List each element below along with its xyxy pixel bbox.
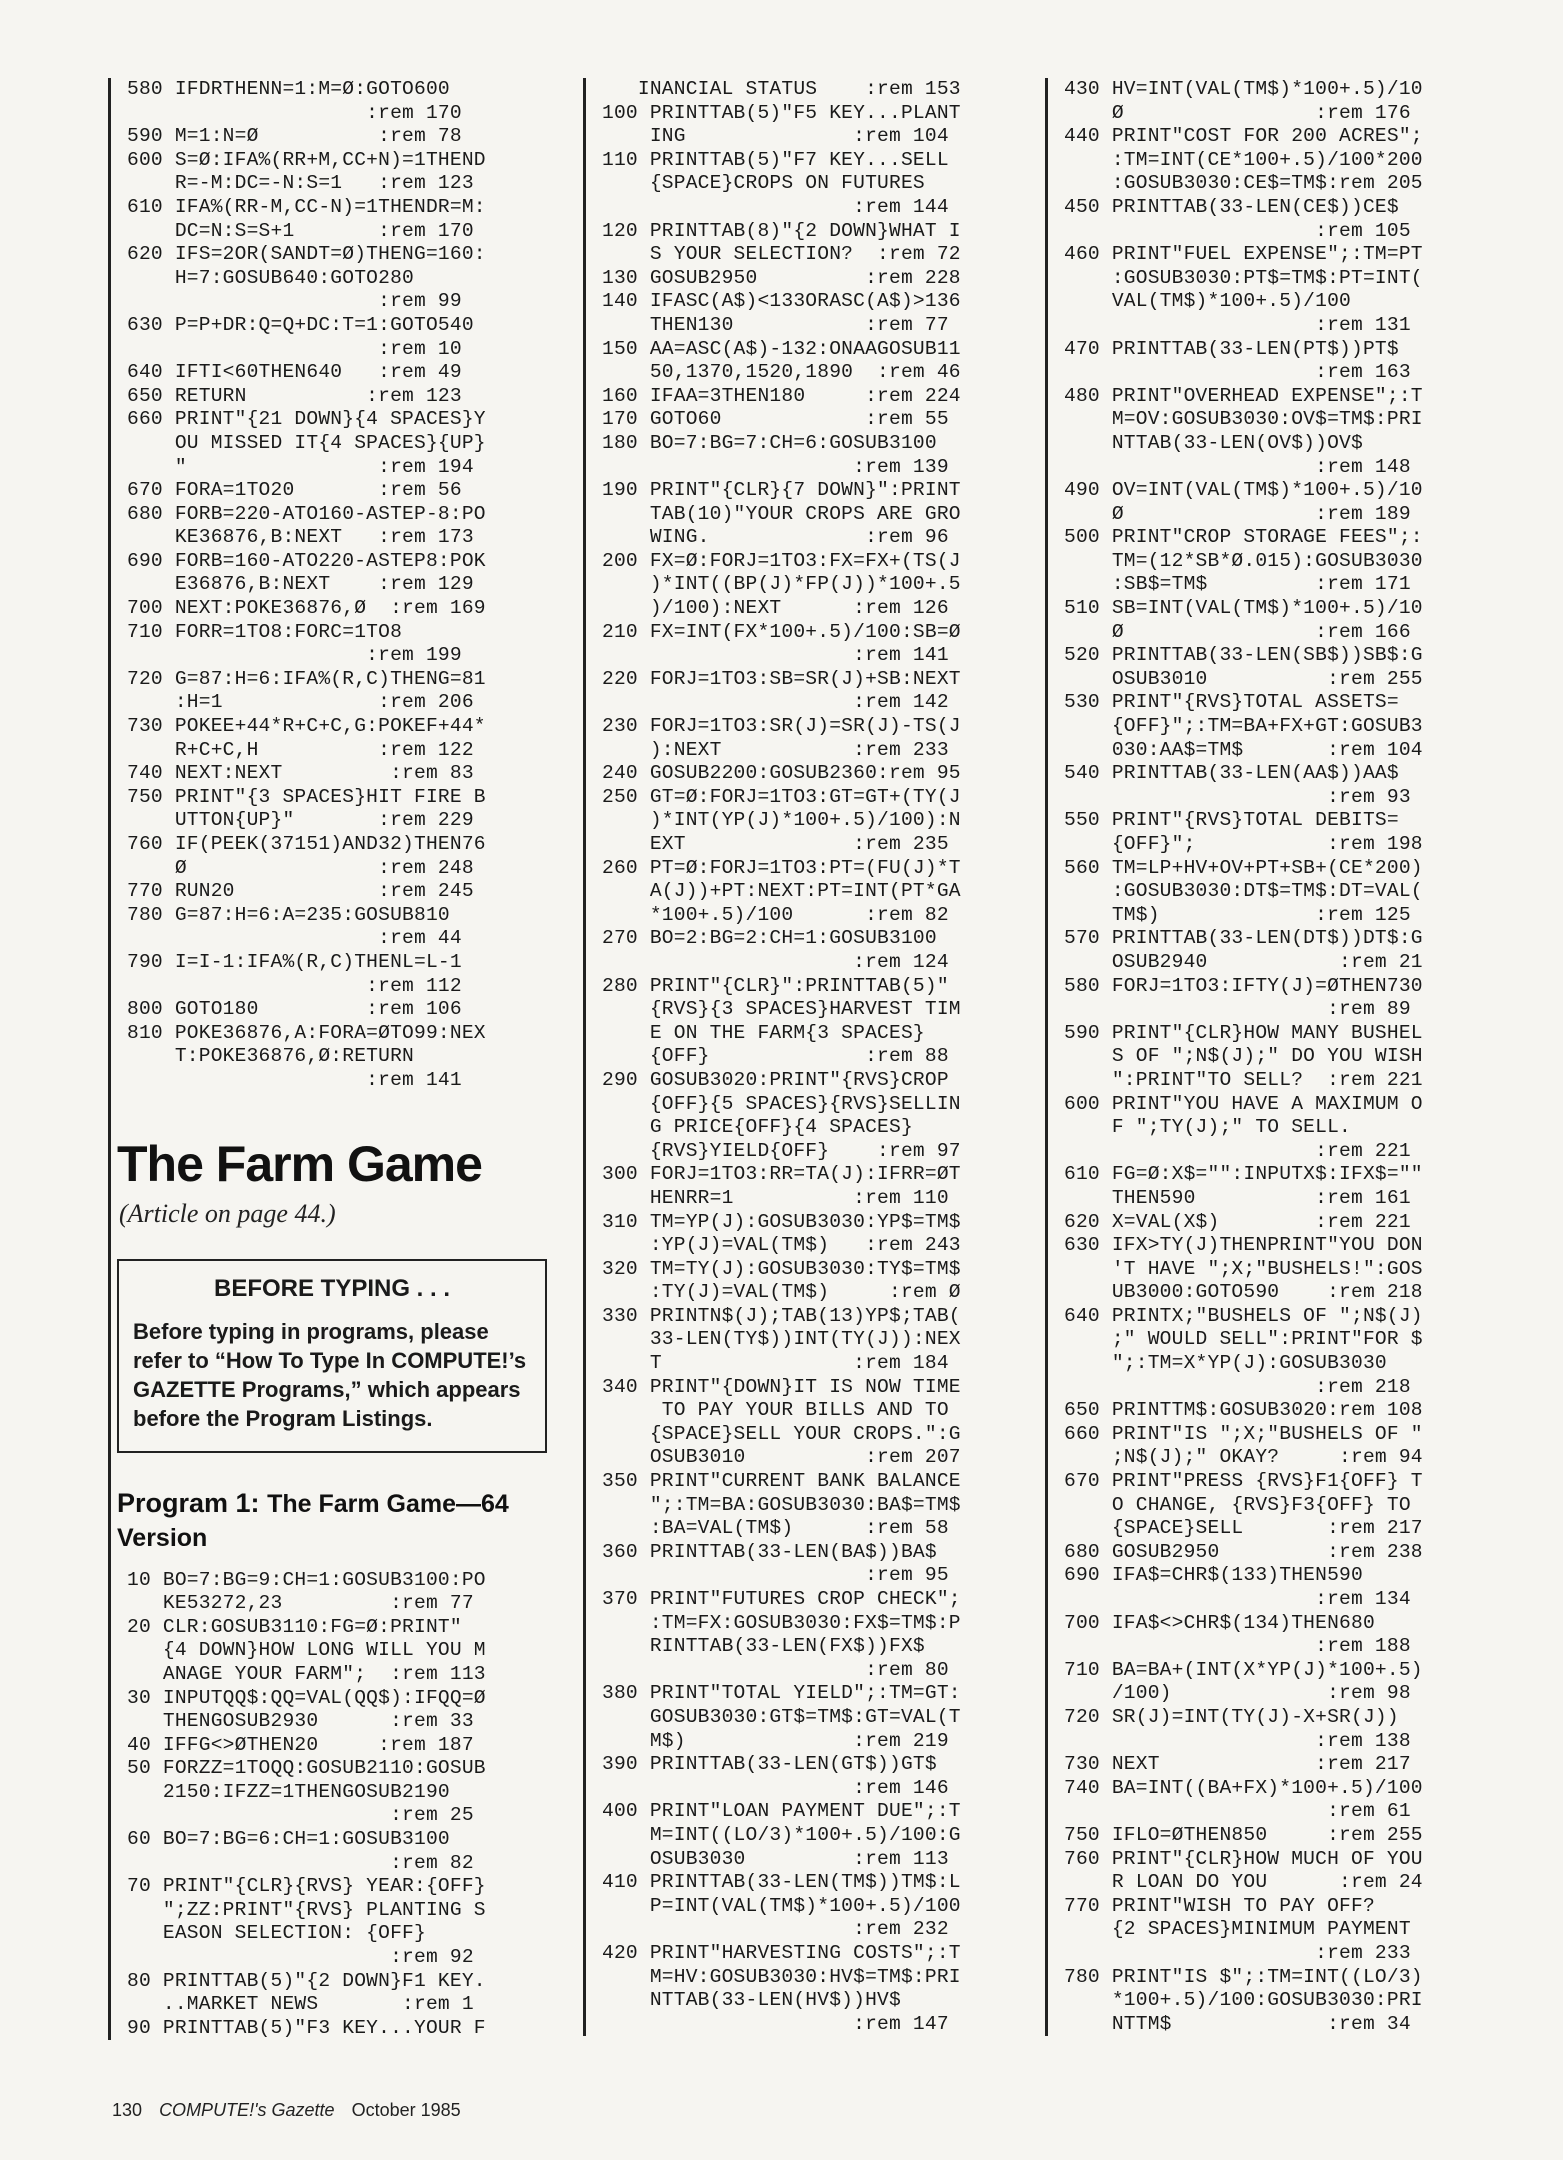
code-line: 330 PRINTN$(J);TAB(13)YP$;TAB( — [602, 1304, 961, 1327]
code-line: 150 AA=ASC(A$)-132:ONAAGOSUB11 — [602, 337, 961, 360]
column-left — [108, 78, 566, 2040]
code-line: 340 PRINT"{DOWN}IT IS NOW TIME — [602, 1375, 961, 1398]
code-line: 550 PRINT"{RVS}TOTAL DEBITS= — [1064, 809, 1399, 832]
code-line: 650 RETURN :rem 123 — [127, 384, 462, 407]
code-line: 780 G=87:H=6:A=235:GOSUB810 — [127, 903, 450, 926]
code-line: A(J))+PT:NEXT:PT=INT(PT*GA — [602, 880, 961, 903]
code-line: :rem 139 — [602, 455, 949, 478]
code-line: 320 TM=TY(J):GOSUB3030:TY$=TM$ — [602, 1257, 961, 1280]
code-line: :rem 134 — [1064, 1588, 1411, 1610]
code-line: 520 PRINTTAB(33-LEN(SB$))SB$:G — [1064, 644, 1423, 667]
code-line: 640 IFTI<60THEN640 :rem 49 — [127, 361, 462, 384]
code-line: 240 GOSUB2200:GOSUB2360:rem 95 — [602, 762, 961, 785]
code-line: 760 IF(PEEK(37151)AND32)THEN76 — [127, 833, 486, 855]
code-line: 770 RUN20 :rem 245 — [127, 880, 474, 903]
code-line: 560 TM=LP+HV+OV+PT+SB+(CE*200) — [1064, 856, 1423, 879]
code-line: 380 PRINT"TOTAL YIELD";:TM=GT: — [602, 1682, 961, 1705]
code-line: 540 PRINTTAB(33-LEN(AA$))AA$ — [1064, 762, 1399, 785]
column-middle — [583, 78, 1031, 2036]
code-line: 600 S=Ø:IFA%(RR+M,CC+N)=1THEND — [127, 148, 486, 171]
code-line: :rem 89 — [1064, 998, 1411, 1021]
code-line: :rem 61 — [1064, 1800, 1411, 1823]
code-line: KE36876,B:NEXT :rem 173 — [127, 526, 474, 549]
code-line: :rem 99 — [127, 290, 462, 313]
code-line: 780 PRINT"IS $";:TM=INT((LO/3) — [1064, 1965, 1423, 1988]
code-line: :rem 124 — [602, 950, 949, 973]
code-line: S YOUR SELECTION? :rem 72 — [602, 243, 961, 266]
code-line: 570 PRINTTAB(33-LEN(DT$))DT$:G — [1064, 927, 1423, 950]
code-line: 700 NEXT:POKE36876,Ø :rem 169 — [127, 597, 486, 620]
code-line: 680 GOSUB2950 :rem 238 — [1064, 1540, 1423, 1563]
code-line: :rem 142 — [602, 691, 949, 714]
code-line: 'T HAVE ";X;"BUSHELS!":GOS — [1064, 1257, 1423, 1280]
code-line: EASON SELECTION: {OFF} — [127, 1922, 426, 1945]
code-line: :rem 80 — [602, 1658, 949, 1681]
before-typing-box — [117, 1259, 547, 1453]
code-line: VAL(TM$)*100+.5)/100 — [1064, 290, 1351, 313]
code-line: ANAGE YOUR FARM"; :rem 113 — [127, 1662, 486, 1685]
code-line: THENGOSUB2930 :rem 33 — [127, 1710, 474, 1733]
code-line: {SPACE}SELL :rem 217 — [1064, 1517, 1423, 1540]
code-line: 350 PRINT"CURRENT BANK BALANCE — [602, 1470, 961, 1493]
code-line: 50,1370,1520,1890 :rem 46 — [602, 361, 961, 384]
code-line: 730 POKEE+44*R+C+C,G:POKEF+44* — [127, 715, 486, 738]
code-line: :rem 232 — [602, 1918, 949, 1941]
code-line: R+C+C,H :rem 122 — [127, 738, 474, 761]
code-line: " :rem 194 — [127, 455, 474, 478]
code-line: :rem 218 — [1064, 1375, 1411, 1398]
code-line: :rem 163 — [1064, 361, 1411, 384]
code-line: KE53272,23 :rem 77 — [127, 1592, 474, 1615]
code-line: 710 FORR=1TO8:FORC=1TO8 — [127, 620, 403, 643]
code-line: :rem 93 — [1064, 785, 1411, 808]
article-title: The Farm Game — [117, 1135, 482, 1192]
code-line: :rem 233 — [1064, 1941, 1411, 1964]
code-line: 690 FORB=160-ATO220-ASTEP8:POK — [127, 549, 486, 572]
code-line: 580 FORJ=1TO3:IFTY(J)=ØTHEN730 — [1064, 974, 1423, 997]
code-line: 740 BA=INT((BA+FX)*100+.5)/100 — [1064, 1776, 1423, 1799]
code-line: UTTON{UP}" :rem 229 — [127, 809, 474, 832]
code-line: ):NEXT :rem 233 — [602, 738, 949, 761]
magazine-name: COMPUTE!'s Gazette — [159, 2100, 335, 2120]
code-line: OSUB3010 :rem 207 — [602, 1446, 961, 1469]
code-line: M=INT((LO/3)*100+.5)/100:G — [602, 1823, 961, 1846]
code-line: :rem 95 — [602, 1564, 949, 1587]
code-line: UB3000:GOTO590 :rem 218 — [1064, 1281, 1423, 1304]
code-line: S OF ";N$(J);" DO YOU WISH — [1064, 1045, 1423, 1068]
code-line: :TM=FX:GOSUB3030:FX$=TM$:P — [602, 1611, 961, 1634]
code-line: GOSUB3030:GT$=TM$:GT=VAL(T — [602, 1705, 961, 1728]
code-line: 280 PRINT"{CLR}":PRINTTAB(5)" — [602, 974, 949, 997]
code-line: 60 BO=7:BG=6:CH=1:GOSUB3100 — [127, 1828, 450, 1851]
code-line: :rem 112 — [127, 974, 462, 997]
code-line: :H=1 :rem 206 — [127, 691, 474, 714]
code-line: {SPACE}SELL YOUR CROPS.":G — [602, 1422, 961, 1445]
code-line: Ø :rem 248 — [127, 856, 474, 879]
code-line: 670 FORA=1TO20 :rem 56 — [127, 479, 462, 502]
code-line: 250 GT=Ø:FORJ=1TO3:GT=GT+(TY(J — [602, 785, 961, 808]
code-line: {OFF}{5 SPACES}{RVS}SELLIN — [602, 1092, 961, 1115]
code-line: TAB(10)"YOUR CROPS ARE GRO — [602, 502, 961, 525]
code-line: 33-LEN(TY$))INT(TY(J)):NEX — [602, 1328, 961, 1351]
code-line: :rem 92 — [127, 1946, 474, 1969]
code-line: M=OV:GOSUB3030:OV$=TM$:PRI — [1064, 408, 1423, 431]
code-line: NTTAB(33-LEN(OV$))OV$ — [1064, 431, 1363, 454]
code-line: 670 PRINT"PRESS {RVS}F1{OFF} T — [1064, 1470, 1423, 1493]
code-line: 220 FORJ=1TO3:SB=SR(J)+SB:NEXT — [602, 667, 961, 690]
code-line: 770 PRINT"WISH TO PAY OFF? — [1064, 1894, 1375, 1917]
code-line: :rem 82 — [127, 1851, 474, 1874]
code-line: OSUB3010 :rem 255 — [1064, 667, 1423, 690]
code-line: ..MARKET NEWS :rem 1 — [127, 1993, 474, 2016]
code-line: 400 PRINT"LOAN PAYMENT DUE";:T — [602, 1800, 961, 1823]
code-line: 680 FORB=220-ATO160-ASTEP-8:PO — [127, 502, 486, 525]
code-line: R LOAN DO YOU :rem 24 — [1064, 1871, 1423, 1894]
code-line: THEN130 :rem 77 — [602, 313, 949, 336]
code-line: :rem 170 — [127, 101, 462, 124]
code-line: 030:AA$=TM$ :rem 104 — [1064, 738, 1423, 761]
code-line: ;N$(J);" OKAY? :rem 94 — [1064, 1446, 1423, 1469]
code-listing-col1-top — [111, 78, 566, 1093]
code-line: 90 PRINTTAB(5)"F3 KEY...YOUR F — [127, 2016, 486, 2039]
code-line: 720 G=87:H=6:IFA%(R,C)THENG=81 — [127, 667, 486, 690]
code-line: )*INT((BP(J)*FP(J))*100+.5 — [602, 573, 961, 596]
code-line: :SB$=TM$ :rem 171 — [1064, 573, 1411, 596]
code-line: :BA=VAL(TM$) :rem 58 — [602, 1517, 949, 1540]
code-line: 30 INPUTQQ$:QQ=VAL(QQ$):IFQQ=Ø — [127, 1686, 486, 1709]
code-line: {OFF} :rem 88 — [602, 1045, 949, 1068]
code-line: 110 PRINTTAB(5)"F7 KEY...SELL — [602, 148, 949, 171]
program-label: Program 1: — [117, 1487, 260, 1518]
code-line: :TY(J)=VAL(TM$) :rem Ø — [602, 1281, 961, 1304]
code-line: 530 PRINT"{RVS}TOTAL ASSETS= — [1064, 691, 1399, 714]
code-line: :rem 141 — [127, 1068, 462, 1091]
code-line: G PRICE{OFF}{4 SPACES} — [602, 1116, 913, 1139]
code-line: 80 PRINTTAB(5)"{2 DOWN}F1 KEY. — [127, 1969, 486, 1992]
code-line: 440 PRINT"COST FOR 200 ACRES"; — [1064, 125, 1423, 148]
code-line: 610 FG=Ø:X$="":INPUTX$:IFX$="" — [1064, 1163, 1423, 1186]
code-line: F ";TY(J);" TO SELL. — [1064, 1116, 1351, 1139]
code-line: 170 GOTO60 :rem 55 — [602, 408, 949, 431]
code-line: 630 IFX>TY(J)THENPRINT"YOU DON — [1064, 1234, 1423, 1257]
code-line: 160 IFAA=3THEN180 :rem 224 — [602, 384, 961, 407]
code-line: :rem 221 — [1064, 1139, 1411, 1162]
code-line: O CHANGE, {RVS}F3{OFF} TO — [1064, 1493, 1411, 1516]
code-line: {2 SPACES}MINIMUM PAYMENT — [1064, 1918, 1411, 1941]
code-line: :TM=INT(CE*100+.5)/100*200 — [1064, 148, 1423, 171]
code-listing-col3 — [1048, 78, 1498, 2036]
code-line: :rem 138 — [1064, 1729, 1411, 1752]
code-line: 10 BO=7:BG=9:CH=1:GOSUB3100:PO — [127, 1568, 486, 1591]
code-line: M$) :rem 219 — [602, 1729, 949, 1752]
code-line: 730 NEXT :rem 217 — [1064, 1753, 1411, 1776]
code-line: {RVS}YIELD{OFF} :rem 97 — [602, 1139, 961, 1162]
column-right — [1045, 78, 1498, 2036]
code-line: :rem 199 — [127, 644, 462, 667]
code-line: 360 PRINTTAB(33-LEN(BA$))BA$ — [602, 1540, 937, 1563]
code-line: 2150:IFZZ=1THENGOSUB2190 — [127, 1780, 450, 1803]
code-line: DC=N:S=S+1 :rem 170 — [127, 219, 474, 242]
code-line: :GOSUB3030:DT$=TM$:DT=VAL( — [1064, 880, 1423, 903]
code-line: Ø :rem 176 — [1064, 101, 1411, 124]
code-line: ";ZZ:PRINT"{RVS} PLANTING S — [127, 1898, 486, 1921]
code-line: 230 FORJ=1TO3:SR(J)=SR(J)-TS(J — [602, 715, 961, 738]
code-line: 580 IFDRTHENN=1:M=Ø:GOTO600 — [127, 78, 450, 100]
code-line: 300 FORJ=1TO3:RR=TA(J):IFRR=ØT — [602, 1163, 961, 1186]
code-line: 620 X=VAL(X$) :rem 221 — [1064, 1210, 1411, 1233]
code-line: 750 PRINT"{3 SPACES}HIT FIRE B — [127, 785, 486, 808]
code-line: ":PRINT"TO SELL? :rem 221 — [1064, 1068, 1423, 1091]
code-line: )/100):NEXT :rem 126 — [602, 597, 949, 620]
code-line: TM$) :rem 125 — [1064, 903, 1411, 926]
code-line: 290 GOSUB3020:PRINT"{RVS}CROP — [602, 1068, 949, 1091]
code-line: 500 PRINT"CROP STORAGE FEES";: — [1064, 526, 1423, 549]
code-line: 190 PRINT"{CLR}{7 DOWN}":PRINT — [602, 479, 961, 502]
code-line: 810 POKE36876,A:FORA=ØTO99:NEX — [127, 1021, 486, 1044]
code-line: 590 M=1:N=Ø :rem 78 — [127, 125, 462, 148]
box-body: Before typing in programs, please refer to “How To Type In COMPUTE!’s GAZETTE Programs,” which appears before the Program Listings. — [133, 1318, 527, 1431]
code-line: 660 PRINT"IS ";X;"BUSHELS OF " — [1064, 1422, 1423, 1445]
code-line: 410 PRINTTAB(33-LEN(TM$))TM$:L — [602, 1871, 961, 1894]
code-line: :rem 44 — [127, 927, 462, 950]
code-line: 660 PRINT"{21 DOWN}{4 SPACES}Y — [127, 408, 486, 431]
code-line: :rem 10 — [127, 337, 462, 360]
code-line: 210 FX=INT(FX*100+.5)/100:SB=Ø — [602, 620, 961, 643]
code-listing-col1-bottom — [111, 1569, 566, 2041]
code-line: THEN590 :rem 161 — [1064, 1186, 1411, 1209]
code-line: 460 PRINT"FUEL EXPENSE";:TM=PT — [1064, 243, 1423, 266]
code-line: :rem 141 — [602, 644, 949, 667]
code-line: 590 PRINT"{CLR}HOW MANY BUSHEL — [1064, 1021, 1423, 1044]
code-line: :rem 188 — [1064, 1635, 1411, 1658]
code-line: 310 TM=YP(J):GOSUB3030:YP$=TM$ — [602, 1210, 961, 1233]
code-line: T :rem 184 — [602, 1352, 949, 1375]
code-line: P=INT(VAL(TM$)*100+.5)/100 — [602, 1894, 961, 1917]
code-line: 180 BO=7:BG=7:CH=6:GOSUB3100 — [602, 431, 937, 454]
code-line: 70 PRINT"{CLR}{RVS} YEAR:{OFF} — [127, 1875, 486, 1898]
code-line: {SPACE}CROPS ON FUTURES — [602, 172, 925, 195]
code-line: E ON THE FARM{3 SPACES} — [602, 1021, 925, 1044]
code-line: 800 GOTO180 :rem 106 — [127, 998, 462, 1021]
code-line: 710 BA=BA+(INT(X*YP(J)*100+.5) — [1064, 1658, 1423, 1681]
code-line: INANCIAL STATUS :rem 153 — [602, 78, 961, 100]
code-line: 140 IFASC(A$)<133ORASC(A$)>136 — [602, 290, 961, 313]
code-line: :rem 147 — [602, 2012, 949, 2035]
code-line: *100+.5)/100 :rem 82 — [602, 903, 949, 926]
code-line: ;" WOULD SELL":PRINT"FOR $ — [1064, 1328, 1423, 1351]
code-line: E36876,B:NEXT :rem 129 — [127, 573, 474, 596]
code-line: NTTM$ :rem 34 — [1064, 2012, 1411, 2035]
code-line: 100 PRINTTAB(5)"F5 KEY...PLANT — [602, 101, 961, 124]
code-line: NTTAB(33-LEN(HV$))HV$ — [602, 1989, 901, 2012]
box-title: BEFORE TYPING . . . — [213, 1274, 451, 1302]
page-footer — [112, 2100, 461, 2121]
code-line: )*INT(YP(J)*100+.5)/100):N — [602, 809, 961, 832]
code-line: {OFF}";:TM=BA+FX+GT:GOSUB3 — [1064, 715, 1423, 738]
code-line: :rem 131 — [1064, 313, 1411, 336]
code-line: {RVS}{3 SPACES}HARVEST TIM — [602, 998, 961, 1021]
code-line: 420 PRINT"HARVESTING COSTS";:T — [602, 1941, 961, 1964]
article-subtitle: (Article on page 44.) — [119, 1198, 336, 1228]
code-line: 260 PT=Ø:FORJ=1TO3:PT=(FU(J)*T — [602, 856, 961, 879]
code-line: :rem 148 — [1064, 455, 1411, 478]
code-line: 430 HV=INT(VAL(TM$)*100+.5)/10 — [1064, 78, 1423, 100]
code-line: 390 PRINTTAB(33-LEN(GT$))GT$ — [602, 1753, 937, 1776]
program-name: The Farm Game—64 Version — [117, 1489, 509, 1552]
code-line: T:POKE36876,Ø:RETURN — [127, 1045, 414, 1068]
code-line: OSUB3030 :rem 113 — [602, 1847, 949, 1870]
code-line: ";:TM=X*YP(J):GOSUB3030 — [1064, 1352, 1387, 1375]
code-line: 470 PRINTTAB(33-LEN(PT$))PT$ — [1064, 337, 1399, 360]
code-line: ";:TM=BA:GOSUB3030:BA$=TM$ — [602, 1493, 961, 1516]
code-line: Ø :rem 166 — [1064, 620, 1411, 643]
code-line: :YP(J)=VAL(TM$) :rem 243 — [602, 1234, 961, 1257]
code-line: 700 IFA$<>CHR$(134)THEN680 — [1064, 1611, 1375, 1634]
code-line: M=HV:GOSUB3030:HV$=TM$:PRI — [602, 1965, 961, 1988]
code-line: {OFF}"; :rem 198 — [1064, 833, 1423, 855]
code-line: 20 CLR:GOSUB3110:FG=Ø:PRINT" — [127, 1615, 462, 1638]
code-line: 640 PRINTX;"BUSHELS OF ";N$(J) — [1064, 1304, 1423, 1327]
code-line: 610 IFA%(RR-M,CC-N)=1THENDR=M: — [127, 195, 486, 218]
code-line: :rem 146 — [602, 1776, 949, 1799]
code-line: {4 DOWN}HOW LONG WILL YOU M — [127, 1639, 486, 1662]
code-line: /100) :rem 98 — [1064, 1682, 1411, 1705]
code-line: 600 PRINT"YOU HAVE A MAXIMUM O — [1064, 1092, 1423, 1115]
code-line: 750 IFLO=ØTHEN850 :rem 255 — [1064, 1823, 1423, 1846]
code-line: 130 GOSUB2950 :rem 228 — [602, 266, 961, 289]
code-line: TO PAY YOUR BILLS AND TO — [602, 1399, 949, 1422]
code-line: 450 PRINTTAB(33-LEN(CE$))CE$ — [1064, 195, 1399, 218]
code-line: OSUB2940 :rem 21 — [1064, 950, 1423, 973]
code-line: 200 FX=Ø:FORJ=1TO3:FX=FX+(TS(J — [602, 549, 961, 572]
code-line: Ø :rem 189 — [1064, 502, 1411, 525]
code-line: 40 IFFG<>ØTHEN20 :rem 187 — [127, 1733, 474, 1756]
code-line: 510 SB=INT(VAL(TM$)*100+.5)/10 — [1064, 597, 1423, 620]
code-line: 650 PRINTTM$:GOSUB3020:rem 108 — [1064, 1399, 1423, 1422]
code-line: 270 BO=2:BG=2:CH=1:GOSUB3100 — [602, 927, 937, 950]
code-line: :rem 144 — [602, 195, 949, 218]
code-line: WING. :rem 96 — [602, 526, 949, 549]
code-line: 370 PRINT"FUTURES CROP CHECK"; — [602, 1588, 961, 1610]
code-line: 630 P=P+DR:Q=Q+DC:T=1:GOTO540 — [127, 313, 474, 336]
code-line: 490 OV=INT(VAL(TM$)*100+.5)/10 — [1064, 479, 1423, 502]
code-line: 480 PRINT"OVERHEAD EXPENSE";:T — [1064, 384, 1423, 407]
code-line: 720 SR(J)=INT(TY(J)-X+SR(J)) — [1064, 1705, 1399, 1728]
code-line: OU MISSED IT{4 SPACES}{UP} — [127, 431, 486, 454]
code-line: :GOSUB3030:CE$=TM$:rem 205 — [1064, 172, 1423, 195]
code-line: 620 IFS=2OR(SANDT=Ø)THENG=160: — [127, 243, 486, 266]
code-line: 50 FORZZ=1TOQQ:GOSUB2110:GOSUB — [127, 1757, 486, 1780]
code-line: 740 NEXT:NEXT :rem 83 — [127, 762, 474, 785]
issue-date: October 1985 — [351, 2100, 461, 2120]
page-number: 130 — [112, 2100, 143, 2120]
program-heading — [117, 1487, 566, 1555]
code-line: RINTTAB(33-LEN(FX$))FX$ — [602, 1635, 925, 1658]
code-listing-col2 — [586, 78, 1031, 2036]
code-line: ING :rem 104 — [602, 125, 949, 148]
code-line: *100+.5)/100:GOSUB3030:PRI — [1064, 1989, 1423, 2012]
code-line: EXT :rem 235 — [602, 833, 949, 855]
code-line: 790 I=I-1:IFA%(R,C)THENL=L-1 — [127, 950, 462, 973]
code-line: H=7:GOSUB640:GOTO280 — [127, 266, 414, 289]
code-line: :rem 25 — [127, 1804, 474, 1827]
code-line: 690 IFA$=CHR$(133)THEN590 — [1064, 1564, 1363, 1587]
code-line: HENRR=1 :rem 110 — [602, 1186, 949, 1209]
code-line: R=-M:DC=-N:S=1 :rem 123 — [127, 172, 474, 195]
code-line: :GOSUB3030:PT$=TM$:PT=INT( — [1064, 266, 1423, 289]
code-line: :rem 105 — [1064, 219, 1411, 242]
code-line: 760 PRINT"{CLR}HOW MUCH OF YOU — [1064, 1847, 1423, 1870]
code-line: TM=(12*SB*Ø.015):GOSUB3030 — [1064, 549, 1423, 572]
code-line: 120 PRINTTAB(8)"{2 DOWN}WHAT I — [602, 219, 961, 242]
